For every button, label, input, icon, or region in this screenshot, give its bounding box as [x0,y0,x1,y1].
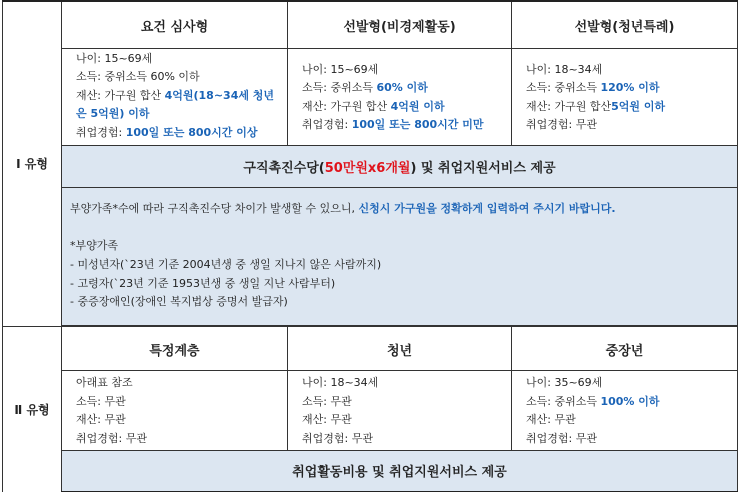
income-highlight: 60% 이하 [376,81,428,94]
type2-col1-header: 특정계층 [62,326,288,370]
notice-text: 부양가족*수에 따라 구직촉진수당 차이가 발생할 수 있으니, 신청시 가구원을 정확하게 입력하여 주시기 바랍니다. [70,202,616,216]
type2-benefit: 취업활동비용 및 취업지원서비스 제공 [62,450,738,492]
income-highlight: 120% 이하 [600,81,660,94]
age-text: 나이: 35~69세 [526,376,603,389]
asset-highlight: 4억원 이하 [390,99,445,113]
notice-highlight: 신청시 가구원을 정확하게 입력하여 주시기 바랍니다. [358,202,616,216]
asset-highlight: 4억원(18~34세 청년은 5억원) 이하 [76,88,275,120]
type1-col3-criteria [512,48,738,145]
type1-benefit: 구직촉진수당(50만원x6개월) 및 취업지원서비스 제공 [62,145,738,187]
income-text: 소득: 중위소득 100% 이하 [526,394,660,408]
income-highlight: 100% 이하 [600,394,660,408]
type2-col3-header: 중장년 [512,326,738,370]
work-text: 취업경험: 무관 [526,118,597,131]
work-highlight: 100일 또는 800시간 미만 [351,118,484,131]
type1-col1-criteria [62,48,288,145]
age-text: 나이: 18~34세 [526,62,603,76]
footnote-item: - 중증장애인(장애인 복지법상 증명서 발급자) [70,295,288,309]
reference-text: 아래표 참조 [76,376,133,389]
type1-col2-criteria [288,48,512,145]
asset-text: 재산: 무관 [526,413,576,426]
type2-col2-criteria [288,370,512,450]
income-text: 소득: 중위소득 120% 이하 [526,81,660,94]
work-highlight: 100일 또는 800시간 이상 [125,125,258,139]
type2-col2-header: 청년 [288,326,512,370]
type2-col3-criteria [512,370,738,450]
work-text: 취업경험: 100일 또는 800시간 미만 [302,118,484,131]
type1-notes [62,187,738,325]
type1-col2-header: 선발형(비경제활동) [288,1,512,48]
asset-text: 재산: 가구원 합산5억원 이하 [526,99,666,113]
income-text: 소득: 무관 [302,394,352,408]
type2-col1-criteria [62,370,288,450]
age-text: 나이: 18~34세 [302,376,379,389]
asset-text: 재산: 가구원 합산 4억원(18~34세 청년은 5억원) 이하 [76,88,275,120]
benefit-amount: 50만원x6개월 [324,160,411,176]
age-text: 나이: 15~69세 [302,62,379,76]
work-text: 취업경험: 무관 [526,431,597,445]
asset-text: 재산: 무관 [76,413,126,426]
income-text: 소득: 중위소득 60% 이하 [76,70,200,83]
eligibility-table [2,0,738,492]
age-text: 나이: 15~69세 [76,51,153,65]
income-text: 소득: 중위소득 60% 이하 [302,81,428,94]
footnote-title: *부양가족 [70,239,119,253]
type1-col3-header: 선발형(청년특례) [512,1,738,48]
footnote-item: - 미성년자(`23년 기준 2004년생 중 생일 지나지 않은 사람까지) [70,258,382,271]
asset-text: 재산: 무관 [302,413,352,426]
work-text: 취업경험: 무관 [76,431,147,445]
footnote-item: - 고령자(`23년 기준 1953년생 중 생일 지난 사람부터) [70,276,336,290]
income-text: 소득: 무관 [76,394,126,408]
asset-text: 재산: 가구원 합산 4억원 이하 [302,99,445,113]
type2-label: Ⅱ 유형 [3,326,62,492]
type1-label: Ⅰ 유형 [3,1,62,326]
type1-col1-header: 요건 심사형 [62,1,288,48]
asset-highlight: 5억원 이하 [611,99,666,113]
work-text: 취업경험: 100일 또는 800시간 이상 [76,125,258,139]
work-text: 취업경험: 무관 [302,431,373,445]
